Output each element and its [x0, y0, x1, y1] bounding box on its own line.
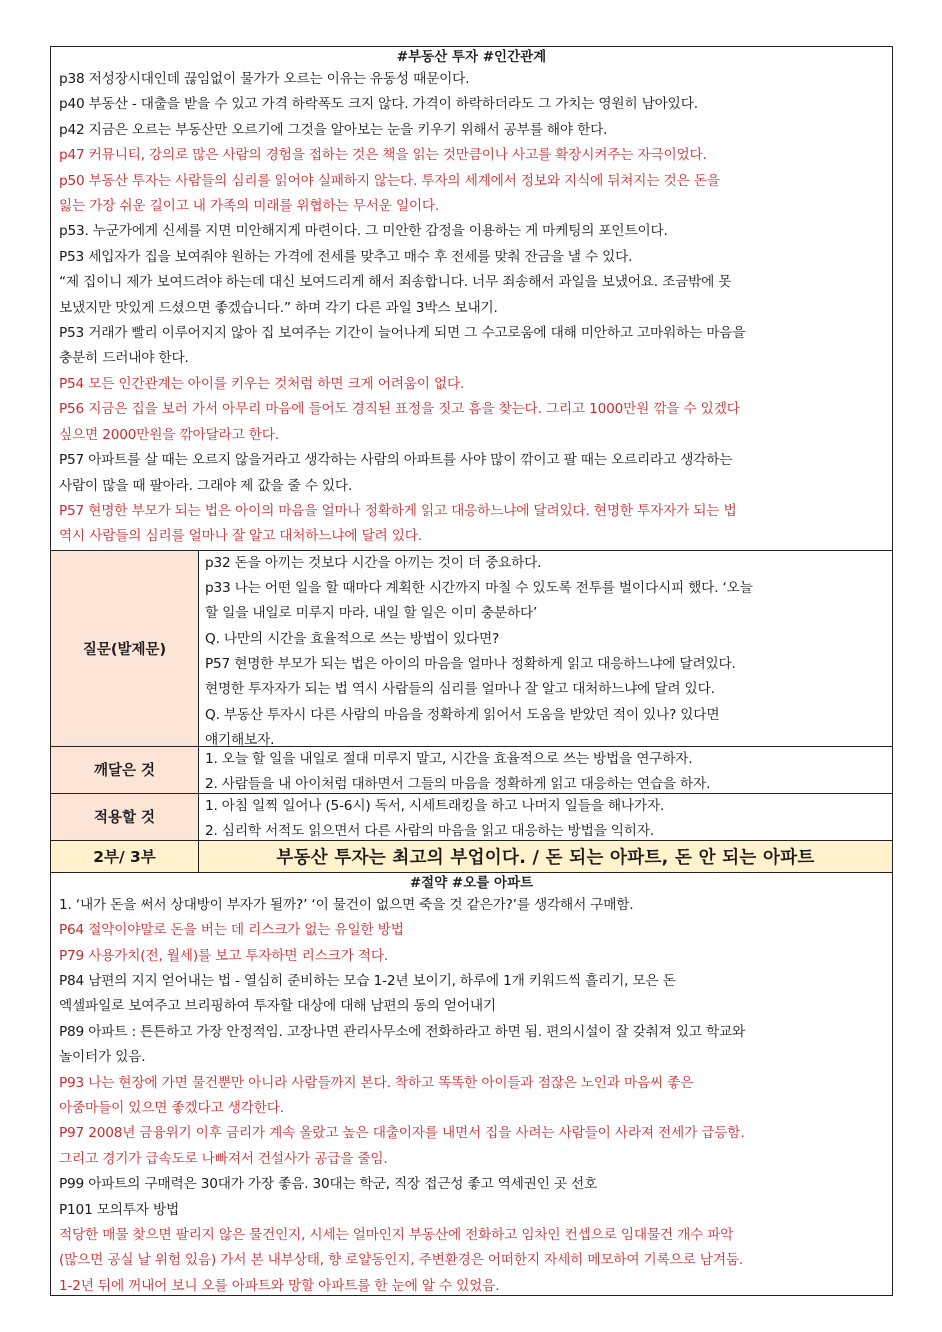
text-line: Q. 부동산 투자시 다른 사람의 마음을 정확하게 읽어서 도움을 받았던 적이 있나? 있다면 [205, 706, 720, 723]
realized-label: 깨달은 것 [51, 747, 199, 793]
text-line: P57 현명한 부모가 되는 법은 아이의 마음을 얼마나 정확하게 읽고 대응하느냐에 달려있다. [205, 655, 736, 672]
text-line: P97 2008년 금융위기 이후 금리가 계속 올랐고 높은 대출이자를 내면서 집을 사려는 사람들이 사라져 전세가 급등함. [59, 1125, 745, 1142]
text-line: P101 모의투자 방법 [59, 1201, 180, 1218]
section-lines [51, 893, 892, 1300]
text-line: p40 부동산 - 대출을 받을 수 있고 가격 하락폭도 크지 않다. 가격이 하락하더라도 그 가치는 영원히 남아있다. [59, 96, 698, 113]
question-row [51, 551, 892, 747]
text-line: 현명한 투자자가 되는 법 역시 사람들의 심리를 얼마나 잘 알고 대처하느냐에 달려 있다. [205, 681, 715, 698]
text-line: P53 거래가 빨리 이루어지지 않아 집 보여주는 기간이 늘어나게 되면 그 수고로움에 대해 미안하고 고마워하는 마음을 [59, 325, 746, 342]
section-title: #부동산 투자 #인간관계 [396, 49, 547, 65]
text-line: P89 아파트 : 튼튼하고 가장 안정적임. 고장나면 관리사무소에 전화하라고 하면 됨. 편의시설이 잘 갖춰져 있고 학교와 [59, 1023, 746, 1040]
text-line: 아줌마들이 있으면 좋겠다고 생각한다. [59, 1099, 284, 1116]
text-line: P57 아파트를 살 때는 오르지 않을거라고 생각하는 사람의 아파트를 사야 많이 깎이고 팔 때는 오르리라고 생각하는 [59, 452, 733, 469]
text-line: P99 아파트의 구매력은 30대가 가장 좋음. 30대는 학군, 직장 접근성 좋고 역세권인 곳 선호 [59, 1176, 598, 1193]
text-line: p47 커뮤니티, 강의로 많은 사람의 경험을 접하는 것은 책을 읽는 것만큼이나 사고를 확장시켜주는 자극이었다. [59, 147, 707, 164]
text-line: P54 모든 인간관계는 아이를 키우는 것처럼 하면 크게 어려움이 없다. [59, 375, 465, 392]
text-line: P93 나는 현장에 가면 물건뿐만 아니라 사람들까지 본다. 착하고 똑똑한 아이들과 점잖은 노인과 마음씨 좋은 [59, 1074, 694, 1091]
question-label: 질문(발제문) [51, 551, 199, 746]
text-line: Q. 나만의 시간을 효율적으로 쓰는 방법이 있다면? [205, 630, 500, 647]
section-real-estate-relations [51, 47, 892, 551]
text-line: 보냈지만 맛있게 드셨으면 좋겠습니다.” 하며 각기 다른 과일 3박스 보내기. [59, 299, 498, 316]
text-line: “제 집이니 제가 보여드려야 하는데 대신 보여드리게 해서 죄송합니다. 너무 죄송해서 과일을 보냈어요. 조금밖에 못 [59, 274, 732, 291]
text-line: 싶으면 2000만원을 깎아달라고 한다. [59, 426, 279, 443]
text-line: 잃는 가장 쉬운 길이고 내 가족의 미래를 위협하는 무서운 일이다. [59, 198, 440, 215]
text-line: 할 일을 내일로 미루지 마라. 내일 할 일은 이미 충분하다’ [205, 605, 538, 622]
text-line: 1. 아침 일찍 일어나 (5-6시) 독서, 시세트래킹을 하고 나머지 일들을 해나가자. [205, 797, 665, 814]
apply-row [51, 794, 892, 841]
text-line: P53 세입자가 집을 보여줘야 원하는 가격에 전세를 맞추고 매수 후 전세를 맞춰 잔금을 낼 수 있다. [59, 248, 633, 265]
chapter-title: 부동산 투자는 최고의 부업이다. / 돈 되는 아파트, 돈 안 되는 아파트 [276, 847, 815, 868]
text-line: 충분히 드러내야 한다. [59, 350, 189, 367]
text-line: P84 남편의 지지 얻어내는 법 - 열심히 준비하는 모습 1-2년 보이기, 하루에 1개 키워드씩 흘리기, 모은 돈 [59, 972, 676, 989]
text-line: 2. 사람들을 내 아이처럼 대하면서 그들의 마음을 정확하게 읽고 대응하는 연습을 하자. [205, 776, 711, 793]
realized-body [199, 747, 892, 793]
chapter-range: 2부/ 3부 [51, 841, 199, 872]
text-line: p38 저성장시대인데 끊임없이 물가가 오르는 이유는 유동성 때문이다. [59, 71, 470, 87]
text-line: 1-2년 뒤에 꺼내어 보니 오를 아파트와 망할 아파트를 한 눈에 알 수 있었음. [59, 1277, 500, 1294]
question-body [199, 551, 892, 746]
text-line: p33 나는 어떤 일을 할 때마다 계획한 시간까지 마칠 수 있도록 전투를 벌이다시피 했다. ‘오늘 [205, 580, 753, 597]
apply-label: 적용할 것 [51, 794, 199, 840]
text-line: P57 현명한 부모가 되는 법은 아이의 마음을 얼마나 정확하게 읽고 대응하느냐에 달려있다. 현명한 투자자가 되는 법 [59, 502, 737, 519]
text-line: 사람이 많을 때 팔아라. 그래야 제 값을 줄 수 있다. [59, 477, 353, 494]
chapter-header-bar [51, 841, 892, 873]
text-line: 엑셀파일로 보여주고 브리핑하여 투자할 대상에 대해 남편의 동의 얻어내기 [59, 998, 496, 1015]
document-sheet [50, 46, 893, 1296]
section-title: #절약 #오를 아파트 [409, 874, 534, 891]
text-line: 역시 사람들의 심리를 얼마나 잘 알고 대처하느냐에 달려 있다. [59, 528, 422, 545]
text-line: 적당한 매물 찾으면 팔리지 않은 물건인지, 시세는 얼마인지 부동산에 전화하고 임차인 컨셉으로 임대물건 개수 파악 [59, 1227, 734, 1243]
text-line: 그리고 경기가 급속도로 나빠져서 건설사가 공급을 줄임. [59, 1150, 388, 1167]
text-line: 1. 오늘 할 일을 내일로 절대 미루지 말고, 시간을 효율적으로 쓰는 방법을 연구하자. [205, 750, 693, 767]
text-line: p32 돈을 아끼는 것보다 시간을 아끼는 것이 더 중요하다. [205, 554, 542, 571]
section-saving-apartments [51, 873, 892, 1300]
text-line: 얘기해보자. [205, 731, 275, 748]
text-line: p42 지금은 오르는 부동산만 오르기에 그것을 알아보는 눈을 키우기 위해서 공부를 해야 한다. [59, 121, 608, 138]
text-line: p50 부동산 투자는 사람들의 심리를 읽어야 실패하지 않는다. 투자의 세계에서 정보와 지식에 뒤쳐지는 것은 돈을 [59, 172, 720, 189]
realized-row [51, 747, 892, 794]
apply-body [199, 794, 892, 840]
text-line: P56 지금은 집을 보러 가서 아무리 마음에 들어도 경직된 표정을 짓고 흠을 찾는다. 그리고 1000만원 깎을 수 있겠다 [59, 401, 740, 418]
text-line: P64 절약이야말로 돈을 버는 데 리스크가 없는 유일한 방법 [59, 922, 404, 939]
text-line: (많으면 공실 날 위험 있음) 가서 본 내부상태, 향 로얄동인지, 주변환경은 어떠한지 자세히 메모하여 기록으로 남겨둠. [59, 1252, 744, 1269]
text-line: 1. ‘내가 돈을 써서 상대방이 부자가 될까?’ ‘이 물건이 없으면 죽을 것 같은가?’를 생각해서 구매함. [59, 896, 634, 913]
section-lines [51, 67, 892, 550]
text-line: p53. 누군가에게 신세를 지면 미안해지게 마련이다. 그 미안한 감정을 이용하는 게 마케팅의 포인트이다. [59, 223, 668, 240]
text-line: 2. 심리학 서적도 읽으면서 다른 사람의 마음을 읽고 대응하는 방법을 익히자. [205, 823, 654, 840]
text-line: P79 사용가치(전, 월세)를 보고 투자하면 리스크가 적다. [59, 947, 389, 964]
text-line: 놀이터가 있음. [59, 1049, 146, 1066]
